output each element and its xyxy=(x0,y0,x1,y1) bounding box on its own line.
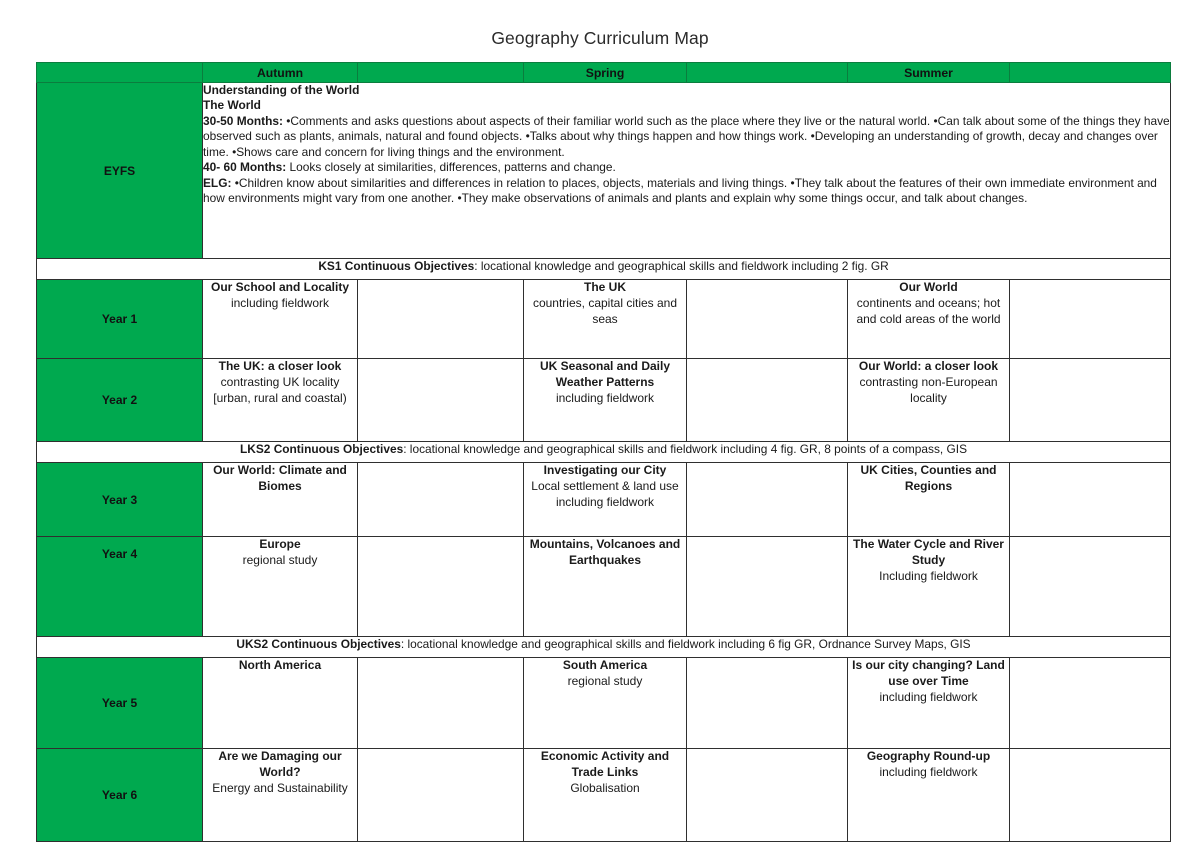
topic-subtitle: regional study xyxy=(242,552,318,567)
topic-title: South America xyxy=(562,658,648,672)
topic-cell-year-6-summer xyxy=(848,749,1010,842)
header-cell-autumn-blank xyxy=(358,63,524,83)
year-label-text: Year 4 xyxy=(101,547,138,561)
year-label-text: Year 2 xyxy=(101,393,138,407)
topic-title: The UK xyxy=(584,280,626,294)
table-row-year-1 xyxy=(37,280,1171,359)
year-label-text: Year 5 xyxy=(101,696,138,710)
topic-cell-year-3-summer xyxy=(848,463,1010,537)
blank-cell-year-1-summer-b xyxy=(1010,280,1171,359)
blank-cell-year-4-spring-b xyxy=(687,537,848,637)
topic-subtitle: including fieldwork xyxy=(230,295,330,310)
blank-cell-year-2-summer-b xyxy=(1010,359,1171,442)
topic-title: Europe xyxy=(259,537,301,551)
topic-title: Our World: Climate and Biomes xyxy=(213,463,347,493)
year-label-year-1 xyxy=(37,280,203,359)
curriculum-table xyxy=(36,62,1171,842)
topic-subtitle: countries, capital cities and seas xyxy=(532,295,678,326)
blank-cell-year-3-spring-b xyxy=(687,463,848,537)
table-row-year-6 xyxy=(37,749,1171,842)
table-row-eyfs xyxy=(37,83,1171,259)
lks2-continuous-label: LKS2 Continuous Objectives xyxy=(240,442,404,456)
topic-title: Economic Activity and Trade Links xyxy=(540,749,670,779)
blank-cell-year-1-spring-b xyxy=(687,280,848,359)
page-title: Geography Curriculum Map xyxy=(491,28,709,48)
eyfs-heading-1: Understanding of the World xyxy=(203,83,360,97)
topic-subtitle: including fieldwork xyxy=(879,764,978,779)
uks2-continuous-objectives xyxy=(37,637,1171,658)
header-cell-year-column xyxy=(37,63,203,83)
topic-subtitle: Energy and Sustainability xyxy=(212,780,348,795)
ks1-continuous-label: KS1 Continuous Objectives xyxy=(318,259,475,273)
table-row-lks2-continuous xyxy=(37,442,1171,463)
table-header-row xyxy=(37,63,1171,83)
blank-cell-year-4-summer-b xyxy=(1010,537,1171,637)
topic-title: Our World xyxy=(899,280,958,294)
topic-subtitle: including fieldwork xyxy=(555,390,655,405)
table-row-uks2-continuous xyxy=(37,637,1171,658)
topic-cell-year-4-autumn xyxy=(203,537,358,637)
year-label-text: EYFS xyxy=(103,163,136,178)
topic-cell-year-2-spring xyxy=(524,359,687,442)
topic-title: Our World: a closer look xyxy=(858,359,999,373)
topic-title: The UK: a closer look xyxy=(218,359,342,373)
topic-cell-year-5-spring xyxy=(524,658,687,749)
topic-title: Is our city changing? Land use over Time xyxy=(852,658,1005,688)
year-label-text: Year 3 xyxy=(101,492,138,507)
topic-cell-year-2-summer xyxy=(848,359,1010,442)
blank-cell-year-3-summer-b xyxy=(1010,463,1171,537)
blank-cell-year-4-autumn-b xyxy=(358,537,524,637)
topic-subtitle: contrasting non-European locality xyxy=(859,374,998,405)
topic-cell-year-1-summer xyxy=(848,280,1010,359)
topic-title: Investigating our City xyxy=(543,463,667,477)
table-row-year-2 xyxy=(37,359,1171,442)
eyfs-30-50-months: 30-50 Months: •Comments and asks questions about aspects of their familiar world such as the place where they live or the natural world. •Can talk about some of the things they have observed such as plants, animals, natural and found objects. •Talks about why things happen and how things work. •Developing an understanding of growth, decay and changes over time. •Shows care and concern for living things and the environment. xyxy=(203,113,1170,159)
blank-cell-year-5-autumn-b xyxy=(358,658,524,749)
topic-title: Mountains, Volcanoes and Earthquakes xyxy=(529,537,681,567)
blank-cell-year-1-autumn-b xyxy=(358,280,524,359)
lks2-continuous-objectives xyxy=(37,442,1171,463)
header-cell-autumn: Autumn xyxy=(203,63,358,83)
year-label-year-2 xyxy=(37,359,203,442)
topic-cell-year-6-autumn xyxy=(203,749,358,842)
topic-title: UK Cities, Counties and Regions xyxy=(860,463,997,493)
topic-title: Are we Damaging our World? xyxy=(218,749,342,779)
year-label-eyfs xyxy=(37,83,203,259)
year-label-year-3 xyxy=(37,463,203,537)
topic-cell-year-1-autumn xyxy=(203,280,358,359)
topic-cell-year-4-summer xyxy=(848,537,1010,637)
year-label-year-6 xyxy=(37,749,203,842)
topic-cell-year-1-spring xyxy=(524,280,687,359)
topic-cell-year-4-spring xyxy=(524,537,687,637)
year-label-year-4 xyxy=(37,537,203,637)
eyfs-elg: ELG: •Children know about similarities and differences in relation to places, objects, materials and living things. •They talk about the features of their own immediate environment and how environments might vary from one another. •They make observations of animals and plants and explain why some things occur, and talk about changes. xyxy=(203,175,1157,206)
topic-subtitle: including fieldwork xyxy=(879,689,978,704)
topic-subtitle: Globalisation xyxy=(570,780,640,795)
topic-cell-year-2-autumn xyxy=(203,359,358,442)
topic-subtitle: continents and oceans; hot and cold areas of the world xyxy=(856,295,1001,326)
topic-title: Geography Round-up xyxy=(866,749,991,763)
year-label-text: Year 6 xyxy=(101,788,138,802)
eyfs-40-60-months: 40- 60 Months: Looks closely at similarities, differences, patterns and change. xyxy=(203,160,616,175)
table-row-year-3 xyxy=(37,463,1171,537)
table-row-ks1-continuous xyxy=(37,259,1171,280)
blank-cell-year-6-spring-b xyxy=(687,749,848,842)
table-row-year-5 xyxy=(37,658,1171,749)
blank-cell-year-3-autumn-b xyxy=(358,463,524,537)
ks1-continuous-objectives xyxy=(37,259,1171,280)
curriculum-map-container xyxy=(36,62,1170,842)
topic-cell-year-6-spring xyxy=(524,749,687,842)
blank-cell-year-5-summer-b xyxy=(1010,658,1171,749)
blank-cell-year-5-spring-b xyxy=(687,658,848,749)
blank-cell-year-2-spring-b xyxy=(687,359,848,442)
blank-cell-year-6-summer-b xyxy=(1010,749,1171,842)
topic-cell-year-3-spring xyxy=(524,463,687,537)
header-cell-summer-blank xyxy=(1010,63,1171,83)
year-label-text: Year 1 xyxy=(101,312,138,326)
eyfs-heading-2: The World xyxy=(203,98,261,113)
topic-title: North America xyxy=(238,658,322,672)
year-label-year-5 xyxy=(37,658,203,749)
header-cell-summer: Summer xyxy=(848,63,1010,83)
topic-title: Our School and Locality xyxy=(210,280,350,294)
table-row-year-4 xyxy=(37,537,1171,637)
topic-title: UK Seasonal and Daily Weather Patterns xyxy=(539,359,671,389)
topic-subtitle: contrasting UK locality [urban, rural and coastal) xyxy=(213,374,347,405)
topic-cell-year-5-autumn xyxy=(203,658,358,749)
ks1-continuous-text: : locational knowledge and geographical skills and fieldwork including 2 fig. GR xyxy=(474,259,889,273)
blank-cell-year-6-autumn-b xyxy=(358,749,524,842)
topic-subtitle: regional study xyxy=(567,673,643,688)
blank-cell-year-2-autumn-b xyxy=(358,359,524,442)
header-cell-spring: Spring xyxy=(524,63,687,83)
uks2-continuous-label: UKS2 Continuous Objectives xyxy=(236,637,401,651)
topic-subtitle: Local settlement & land use including fieldwork xyxy=(531,478,679,509)
lks2-continuous-text: : locational knowledge and geographical skills and fieldwork including 4 fig. GR, 8 points of a compass, GIS xyxy=(403,442,967,456)
uks2-continuous-text: : locational knowledge and geographical skills and fieldwork including 6 fig GR, Ordnance Survey Maps, GIS xyxy=(400,637,971,651)
header-cell-spring-blank xyxy=(687,63,848,83)
topic-title: The Water Cycle and River Study xyxy=(853,537,1004,567)
eyfs-content-cell xyxy=(203,83,1171,259)
topic-subtitle: Including fieldwork xyxy=(879,568,978,583)
topic-cell-year-3-autumn xyxy=(203,463,358,537)
topic-cell-year-5-summer xyxy=(848,658,1010,749)
